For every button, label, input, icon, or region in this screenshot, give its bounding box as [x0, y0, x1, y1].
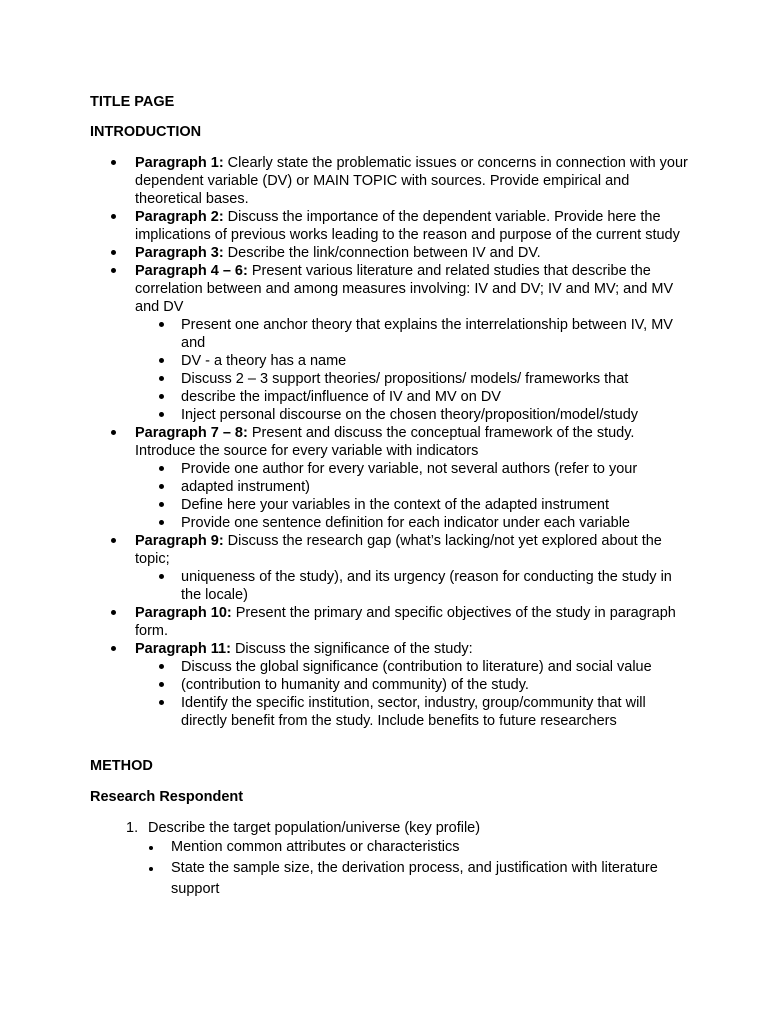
- introduction-heading: INTRODUCTION: [90, 124, 202, 140]
- paragraph-text: Describe the link/connection between IV and DV.: [223, 245, 541, 261]
- method-numbered-list: [0, 819, 690, 900]
- intro-sub-item: Provide one sentence definition for each indicator under each variable: [135, 514, 690, 532]
- intro-sub-item: uniqueness of the study), and its urgency (reason for conducting the study in the locale): [135, 568, 690, 604]
- paragraph-label: Paragraph 2:: [135, 209, 224, 225]
- paragraph-text: Present various literature and related studies that describe the correlation between and among measures involving: IV and DV; IV and MV; and MV and DV: [135, 263, 674, 315]
- intro-sub-item: Inject personal discourse on the chosen theory/proposition/model/study: [135, 406, 690, 424]
- method-sub-item: State the sample size, the derivation process, and justification with literature support: [0, 858, 690, 900]
- paragraph-label: Paragraph 9:: [135, 533, 224, 549]
- intro-paragraph-item: [0, 208, 690, 244]
- method-sub-list: [0, 837, 690, 900]
- intro-sub-item: adapted instrument): [135, 478, 690, 496]
- intro-sub-item: Identify the specific institution, sector, industry, group/community that will directly benefit from the study. Include benefits to future researchers: [135, 694, 690, 730]
- intro-paragraph-item: [0, 262, 690, 424]
- intro-sub-item: Present one anchor theory that explains the interrelationship between IV, MV and: [135, 316, 690, 352]
- paragraph-text: Present and discuss the conceptual framework of the study. Introduce the source for every variable with indicators: [135, 425, 635, 459]
- intro-sub-item: Discuss the global significance (contribution to literature) and social value: [135, 658, 690, 676]
- intro-sub-item: Discuss 2 – 3 support theories/ propositions/ models/ frameworks that: [135, 370, 690, 388]
- paragraph-label: Paragraph 4 – 6:: [135, 263, 248, 279]
- intro-paragraph-item: [0, 532, 690, 604]
- intro-sub-item: Define here your variables in the context of the adapted instrument: [135, 496, 690, 514]
- intro-sub-item: Provide one author for every variable, not several authors (refer to your: [135, 460, 690, 478]
- paragraph-text: Present the primary and specific objectives of the study in paragraph form.: [135, 605, 676, 639]
- paragraph-label: Paragraph 11:: [135, 641, 231, 657]
- method-heading: METHOD: [90, 758, 153, 774]
- paragraph-text: Discuss the significance of the study:: [230, 641, 473, 657]
- intro-paragraph-item: [0, 424, 690, 532]
- introduction-list: [0, 154, 690, 730]
- intro-sub-item: DV - a theory has a name: [135, 352, 690, 370]
- intro-sub-list: [135, 658, 690, 730]
- paragraph-label: Paragraph 10:: [135, 605, 232, 621]
- method-list-item: [0, 819, 690, 837]
- intro-paragraph-item: [0, 640, 690, 730]
- intro-sub-list: [135, 316, 690, 424]
- intro-sub-item: describe the impact/influence of IV and MV on DV: [135, 388, 690, 406]
- paragraph-text: Discuss the importance of the dependent variable. Provide here the implications of previous works leading to the reason and purpose of the current study: [135, 209, 680, 243]
- intro-sub-list: [135, 568, 690, 604]
- paragraph-label: Paragraph 3:: [135, 245, 224, 261]
- paragraph-label: Paragraph 7 – 8:: [135, 425, 248, 441]
- intro-paragraph-item: [0, 154, 690, 208]
- intro-paragraph-item: [0, 244, 690, 262]
- intro-sub-item: (contribution to humanity and community) of the study.: [135, 676, 690, 694]
- paragraph-text: Clearly state the problematic issues or concerns in connection with your dependent variable (DV) or MAIN TOPIC with sources. Provide empirical and theoretical bases.: [135, 155, 688, 207]
- intro-sub-list: [135, 460, 690, 532]
- paragraph-text: Discuss the research gap (what’s lacking/not yet explored about the topic;: [135, 533, 662, 567]
- title-page-heading: TITLE PAGE: [90, 94, 175, 110]
- method-sub-item: Mention common attributes or characteristics: [0, 837, 690, 858]
- research-respondent-heading: Research Respondent: [90, 789, 244, 805]
- list-number: 1.: [126, 820, 139, 836]
- intro-paragraph-item: [0, 604, 690, 640]
- paragraph-label: Paragraph 1:: [135, 155, 224, 171]
- method-list-item-text: Describe the target population/universe (key profile): [148, 820, 481, 836]
